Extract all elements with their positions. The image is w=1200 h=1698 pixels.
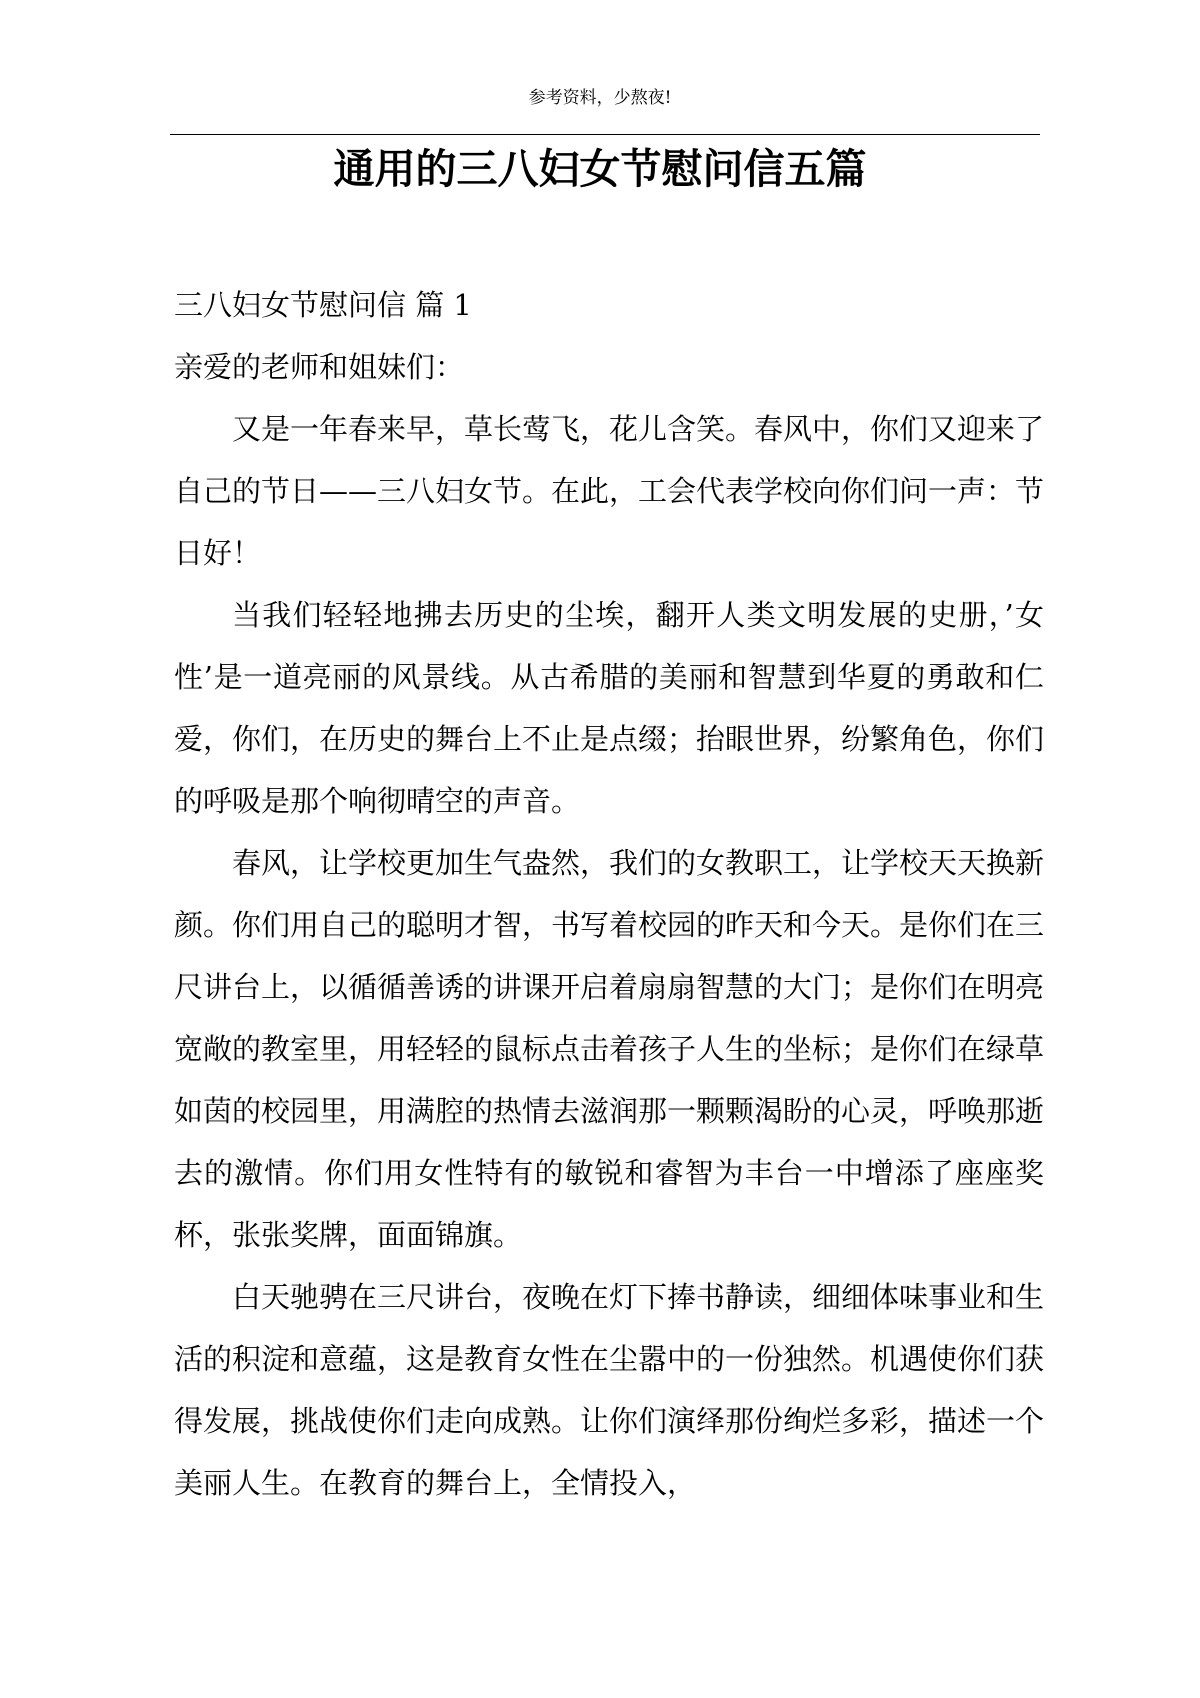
- paragraph-4: 白天驰骋在三尺讲台，夜晚在灯下捧书静读，细细体味事业和生活的积淀和意蕴，这是教育女性在尘嚣中的一份独然。机遇使你们获得发展，挑战使你们走向成熟。让你们演绎那份绚烂多彩，描述一个美丽人生。在教育的舞台上，全情投入，: [174, 1280, 1045, 1500]
- header-divider: [170, 134, 1040, 135]
- paragraph-3: 春风，让学校更加生气盎然，我们的女教职工，让学校天天换新颜。你们用自己的聪明才智，书写着校园的昨天和今天。是你们在三尺讲台上，以循循善诱的讲课开启着扇扇智慧的大门；是你们在明亮宽敞的教室里，用轻轻的鼠标点击着孩子人生的坐标；是你们在绿草如茵的校园里，用满腔的热情去滋润那一颗颗渴盼的心灵，呼唤那逝去的激情。你们用女性特有的敏锐和睿智为丰台一中增添了座座奖杯，张张奖牌，面面锦旗。: [174, 846, 1045, 1252]
- salutation: 亲爱的老师和姐妹们：: [174, 350, 465, 384]
- document-title: 通用的三八妇女节慰问信五篇: [333, 145, 867, 193]
- paragraph-1: 又是一年春来早，草长莺飞，花儿含笑。春风中，你们又迎来了自己的节日——三八妇女节。在此，工会代表学校向你们问一声：节日好！: [174, 412, 1045, 570]
- document-body: [174, 274, 1044, 1514]
- section-heading: 三八妇女节慰问信 篇 1: [174, 288, 472, 322]
- paragraph-2: 当我们轻轻地拂去历史的尘埃，翻开人类文明发展的史册，’女性’是一道亮丽的风景线。从古希腊的美丽和智慧到华夏的勇敢和仁爱，你们，在历史的舞台上不止是点缀；抬眼世界，纷繁角色，你们的呼吸是那个响彻晴空的声音。: [174, 598, 1045, 818]
- running-header: 参考资料，少熬夜!: [528, 88, 672, 108]
